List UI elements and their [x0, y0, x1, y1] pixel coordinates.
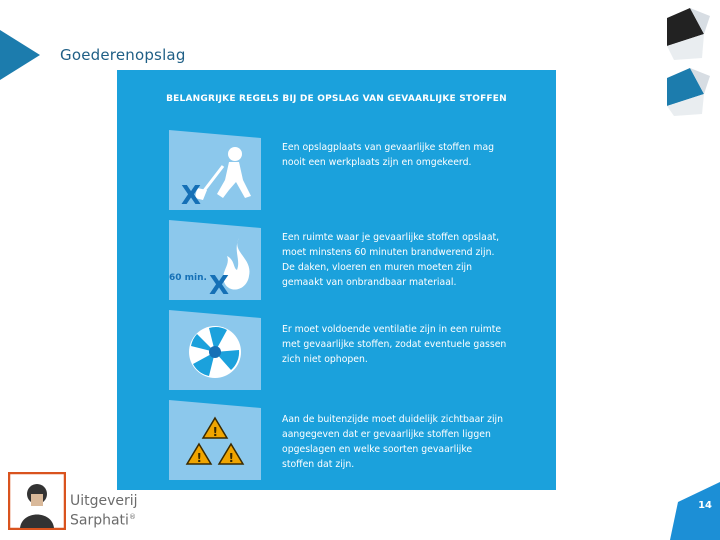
svg-text:!: ! — [228, 451, 234, 465]
publisher-line1: Uitgeverij — [70, 493, 138, 509]
no-workplace-icon — [169, 130, 261, 210]
rule-warning-panel — [169, 400, 261, 480]
page-number: 14 — [698, 500, 712, 511]
svg-text:!: ! — [196, 451, 202, 465]
slide-title: Goederenopslag — [60, 46, 186, 64]
rule-text-1: Een opslagplaats van gevaarlijke stoffen mag nooit een werkplaats zijn en omgekeerd. — [282, 142, 495, 168]
rule-no-workplace-panel — [169, 130, 261, 210]
page-badge — [670, 482, 720, 540]
svg-text:X: X — [209, 271, 230, 300]
publisher-name — [70, 493, 138, 529]
rule-text-3: Er moet voldoende ventilatie zijn in een ruimte met gevaarlijke stoffen, zodat eventuele gassen zich niet ophopen. — [282, 324, 507, 365]
publisher-logo — [8, 472, 66, 530]
publisher-line2: Sarphati — [70, 512, 129, 529]
poster-heading: BELANGRIJKE REGELS BIJ DE OPSLAG VAN GEVAARLIJKE STOFFEN — [166, 94, 507, 104]
corner-decoration — [662, 6, 712, 116]
warning-signs-icon — [169, 400, 261, 480]
rule-text-4: Aan de buitenzijde moet duidelijk zichtbaar zijn aangegeven dat er gevaarlijke stoffen liggen opgeslagen en welke soorten gevaarlijke stoffen dat zijn. — [282, 414, 504, 470]
rule-fire-panel — [169, 220, 261, 300]
rule-text-2: Een ruimte waar je gevaarlijke stoffen opslaat, moet minstens 60 minuten brandwerend zijn. De daken, vloeren en muren moeten zijn gemaakt van onbrandbaar materiaal. — [282, 232, 500, 288]
slide-arrow-icon — [0, 30, 40, 80]
rule-ventilation-panel — [169, 310, 261, 390]
svg-text:X: X — [181, 181, 202, 210]
fire-resistance-icon — [169, 220, 261, 300]
time-label: 60 min. — [169, 273, 207, 283]
registered-mark: ® — [128, 513, 136, 521]
svg-text:!: ! — [212, 425, 218, 439]
ventilation-icon — [169, 310, 261, 390]
poster — [117, 70, 556, 490]
